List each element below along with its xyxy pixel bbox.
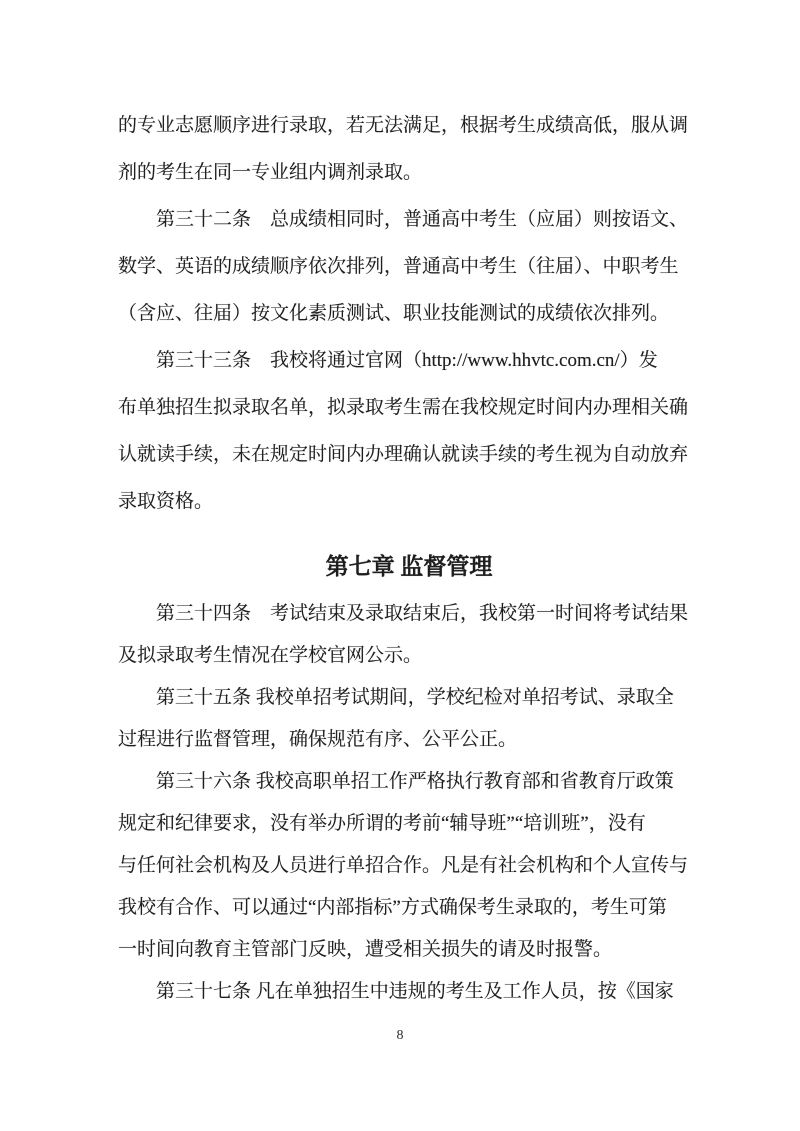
paragraph <box>118 593 700 677</box>
text-line: 及拟录取考生情况在学校官网公示。 <box>118 645 423 666</box>
paragraph <box>118 102 700 196</box>
paragraph <box>118 761 700 971</box>
text-line: 剂的考生在同一专业组内调剂录取。 <box>118 162 423 183</box>
paragraph <box>118 677 700 761</box>
text-line: 我校有合作、可以通过“内部指标”方式确保考生录取的，考生可第 <box>118 897 667 918</box>
paragraph <box>118 196 700 337</box>
chapter-heading: 第七章 监督管理 <box>325 554 493 579</box>
text-line: 规定和纪律要求，没有举办所谓的考前“辅导班”“培训班”，没有 <box>118 813 646 834</box>
text-line: 数学、英语的成绩顺序依次排列，普通高中考生（往届）、中职考生 <box>118 256 679 277</box>
text-line: 第三十六条 我校高职单招工作严格执行教育部和省教育厅政策 <box>156 771 674 792</box>
paragraph <box>118 971 700 1013</box>
text-line: 第三十四条 考试结束及录取结束后，我校第一时间将考试结果 <box>156 603 689 624</box>
text-line: 第三十二条 总成绩相同时，普通高中考生（应届）则按语文、 <box>156 209 689 230</box>
text-line: 的专业志愿顺序进行录取，若无法满足，根据考生成绩高低，服从调 <box>118 115 689 136</box>
page-number: 8 <box>396 1028 404 1043</box>
text-line: 认就读手续，未在规定时间内办理确认就读手续的考生视为自动放弃 <box>118 444 689 465</box>
text-line: 第三十五条 我校单招考试期间，学校纪检对单招考试、录取全 <box>156 687 674 708</box>
text-line: 第三十三条 我校将通过官网（http://www.hhvtc.com.cn/）发 <box>156 350 658 371</box>
paragraph <box>118 337 700 525</box>
text-line: 录取资格。 <box>118 491 214 512</box>
text-line: 布单独招生拟录取名单，拟录取考生需在我校规定时间内办理相关确 <box>118 397 689 418</box>
text-line: （含应、往届）按文化素质测试、职业技能测试的成绩依次排列。 <box>118 303 670 324</box>
text-line: 一时间向教育主管部门反映，遭受相关损失的请及时报警。 <box>118 939 613 960</box>
text-line: 与任何社会机构及人员进行单招合作。凡是有社会机构和个人宣传与 <box>118 855 689 876</box>
text-line: 过程进行监督管理，确保规范有序、公平公正。 <box>118 729 518 750</box>
text-line: 第三十七条 凡在单独招生中违规的考生及工作人员，按《国家 <box>156 981 674 1002</box>
